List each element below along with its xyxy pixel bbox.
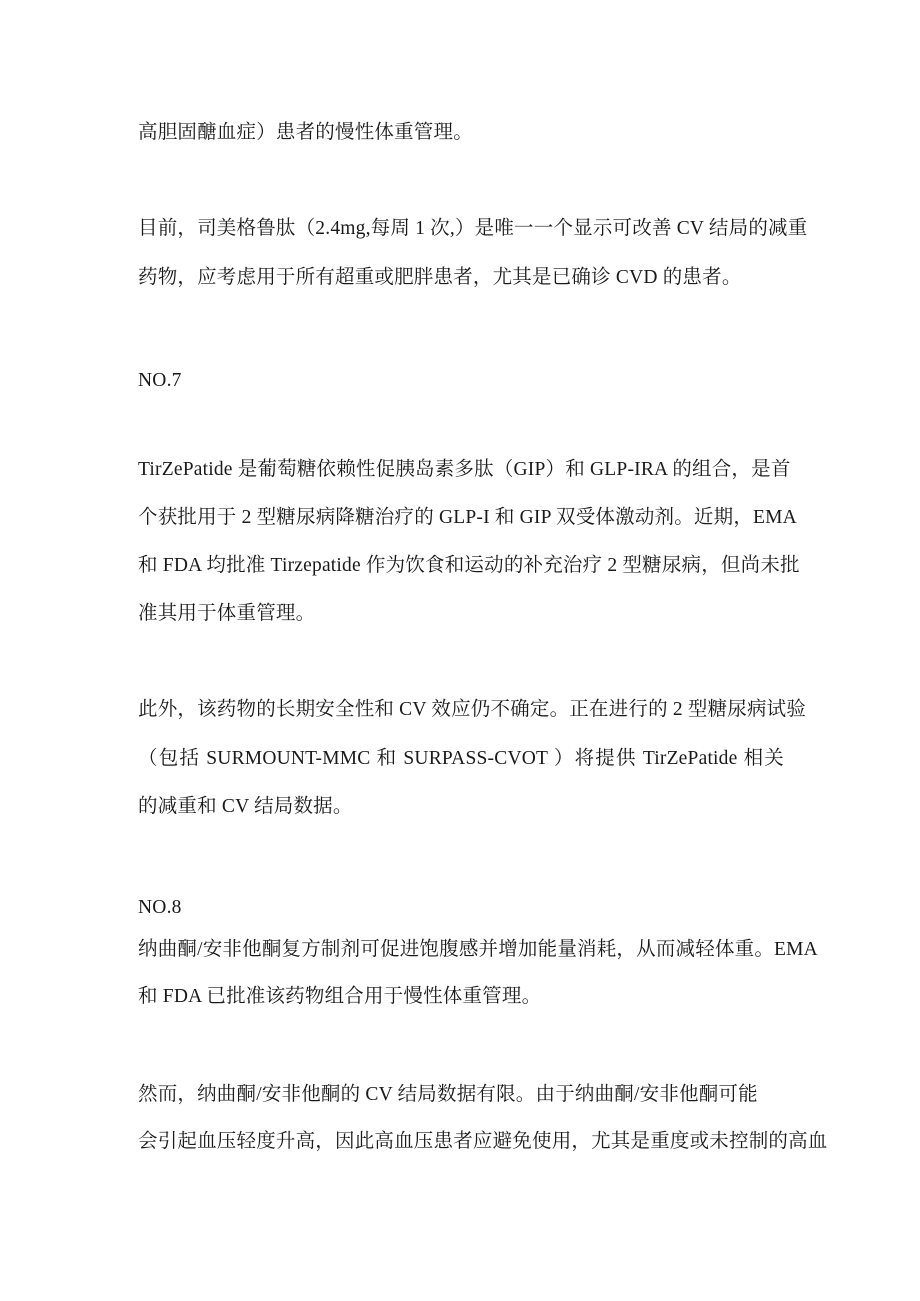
paragraph-line: 和 FDA 已批准该药物组合用于慢性体重管理。 <box>138 986 542 1007</box>
paragraph-line: 此外，该药物的长期安全性和 CV 效应仍不确定。正在进行的 2 型糖尿病试验 <box>138 699 807 720</box>
paragraph-line: 的减重和 CV 结局数据。 <box>138 796 353 817</box>
paragraph-line: 会引起血压轻度升高，因此高血压患者应避免使用，尤其是重度或未控制的高血 <box>138 1131 828 1152</box>
paragraph-line: 和 FDA 均批准 Tirzepatide 作为饮食和运动的补充治疗 2 型糖尿病，但尚未批 <box>138 555 800 576</box>
paragraph-line: 个获批用于 2 型糖尿病降糖治疗的 GLP-I 和 GIP 双受体激动剂。近期，EMA <box>138 507 797 528</box>
paragraph-line: 高胆固醣血症）患者的慢性体重管理。 <box>138 122 473 143</box>
paragraph-line: 目前，司美格鲁肽（2.4mg,每周 1 次,）是唯一一个显示可改善 CV 结局的减重 <box>138 218 808 239</box>
paragraph-line: 药物，应考虑用于所有超重或肥胖患者，尤其是已确诊 CVD 的患者。 <box>138 267 742 288</box>
section-heading-no8: NO.8 <box>138 897 182 918</box>
paragraph-line: 然而，纳曲酮/安非他酮的 CV 结局数据有限。由于纳曲酮/安非他酮可能 <box>138 1084 758 1105</box>
paragraph-line: 纳曲酮/安非他酮复方制剂可促进饱腹感并增加能量消耗，从而减轻体重。EMA <box>138 939 818 960</box>
paragraph-line: （包括 SURMOUNT-MMC 和 SURPASS-CVOT ）将提供 TirZePatide 相关 <box>138 748 784 769</box>
paragraph-line: TirZePatide 是葡萄糖依赖性促胰岛素多肽（GIP）和 GLP-IRA 的组合，是首 <box>138 459 791 480</box>
section-heading-no7: NO.7 <box>138 370 182 391</box>
paragraph-line: 准其用于体重管理。 <box>138 603 316 624</box>
